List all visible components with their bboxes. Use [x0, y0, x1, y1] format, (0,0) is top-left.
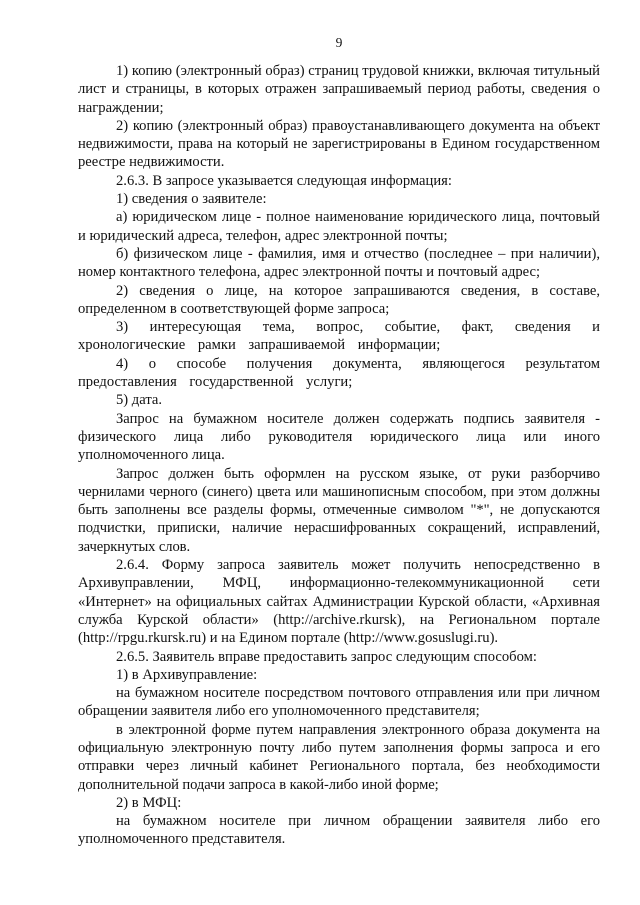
paragraph-electronic-form: в электронной форме путем направления электронного образа документа на официальную электронную почту либо путем заполнения формы запроса и его отправки через личный кабинет Регионального портала, без необходимости дополнительной подачи запроса в какой-либо иной форме;: [78, 721, 600, 793]
paragraph-section-2-6-5: 2.6.5. Заявитель вправе предоставить запрос следующим способом:: [116, 648, 537, 665]
page-number: 9: [335, 35, 343, 50]
paragraph-legal-entity: а) юридическом лице - полное наименование юридического лица, почтовый и юридический адреса, телефон, адрес электронной почты;: [78, 209, 600, 244]
paragraph-date: 5) дата.: [116, 392, 163, 409]
paragraph-section-2-6-3: 2.6.3. В запросе указывается следующая информация:: [116, 172, 452, 189]
paragraph-delivery-method: 4) о способе получения документа, являющегося результатом предоставления государственной услуги;: [78, 355, 600, 391]
paragraph-property-document-copy: 2) копию (электронный образ) правоустанавливающего документа на объект недвижимости, права на который не зарегистрированы в Едином государственном реестре недвижимости.: [78, 117, 600, 171]
paragraph-signature-requirement: Запрос на бумажном носителе должен содержать подпись заявителя - физического лица либо руководителя юридического лица или иного уполномоченного лица.: [78, 410, 600, 464]
paragraph-section-2-6-4: 2.6.4. Форму запроса заявитель может получить непосредственно в Архивуправлении, МФЦ, информационно-телекоммуникационной сети «Интернет» на официальных сайтах Администрации Курской области, «Архивная служба Курской области» (http://archive.rkursk), на Региональном портале (http://rpgu.rkursk.ru) и на Едином портале (http://www.gosuslugi.ru).: [78, 557, 600, 647]
document-body: [78, 62, 600, 849]
paragraph-work-book-copy: 1) копию (электронный образ) страниц трудовой книжки, включая титульный лист и страницы, в которых отражен запрашиваемый период работы, сведения о награждении;: [78, 63, 600, 116]
paragraph-individual: б) физическом лице - фамилия, имя и отчество (последнее – при наличии), номер контактного телефона, адрес электронной почты и почтовый адрес;: [78, 245, 600, 281]
paragraph-topic: 3) интересующая тема, вопрос, событие, факт, сведения и хронологические рамки запрашиваемой информации;: [78, 319, 600, 354]
paragraph-subject-person: 2) сведения о лице, на которое запрашиваются сведения, в составе, определенном в соответствующей форме запроса;: [78, 282, 600, 317]
paragraph-archive-department: 1) в Архивуправление:: [116, 666, 258, 683]
paragraph-language-requirement: Запрос должен быть оформлен на русском языке, от руки разборчиво чернилами черного (синего) цвета или машинописным способом, при этом должны быть заполнены все разделы формы, отмеченные символом "*", не допускаются подчистки, приписки, наличие нерасшифрованных сокращений, исправлений, зачеркнутых слов.: [78, 465, 600, 555]
paragraph-applicant-info: 1) сведения о заявителе:: [116, 191, 267, 208]
paragraph-paper-in-person: на бумажном носителе при личном обращении заявителя либо его уполномоченного представителя.: [78, 813, 600, 848]
paragraph-paper-mail: на бумажном носителе посредством почтового отправления или при личном обращении заявителя либо его уполномоченного представителя;: [78, 685, 600, 720]
paragraph-mfc: 2) в МФЦ:: [116, 794, 182, 811]
